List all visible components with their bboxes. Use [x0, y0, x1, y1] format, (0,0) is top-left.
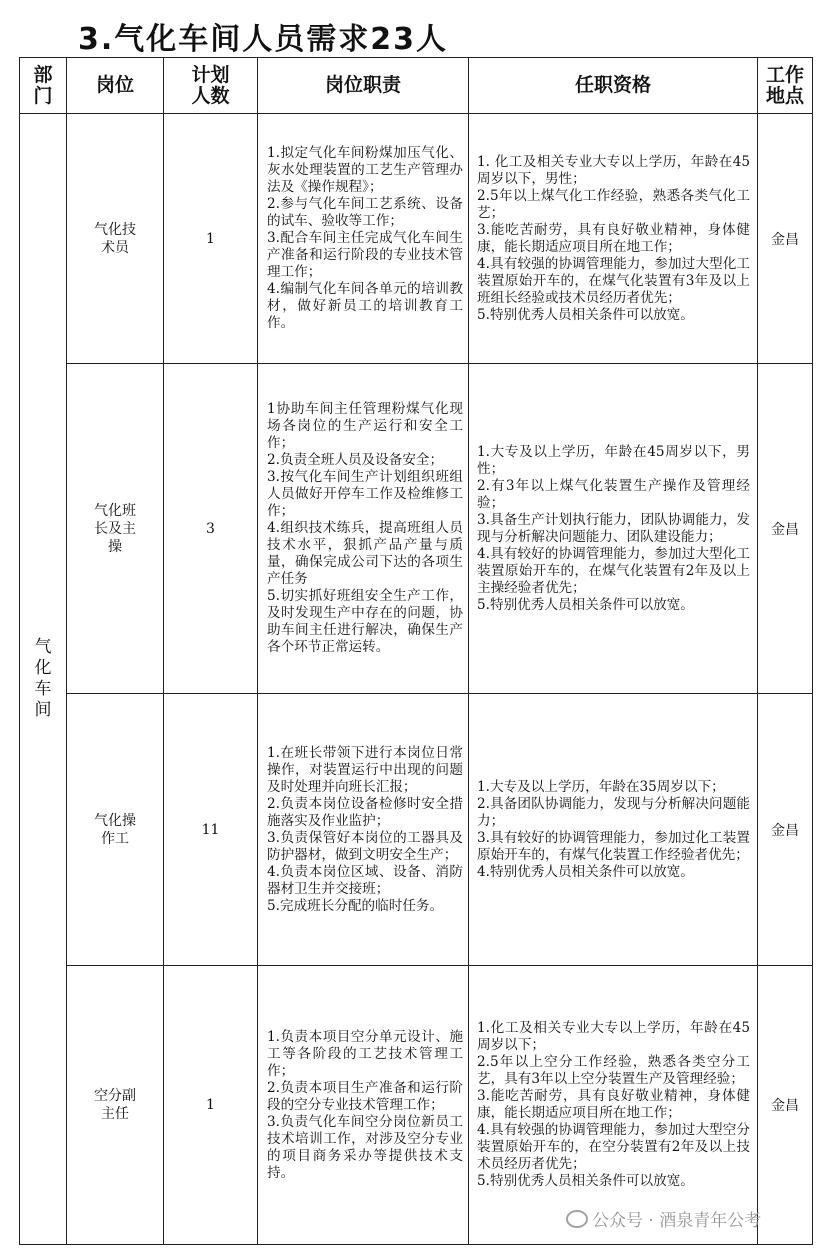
qualifications-cell — [469, 114, 758, 364]
table-row — [20, 966, 813, 1245]
count-cell: 11 — [164, 694, 258, 966]
qualification-item: 3.具备生产计划执行能力，团队协调能力，发现与分析解决问题能力、团队建设能力； — [477, 511, 750, 545]
watermark-text: 公众号 · 酒泉青年公考 — [592, 1211, 762, 1231]
position-cell: 气化操作工 — [67, 694, 164, 966]
table-header-row — [20, 58, 813, 114]
count-cell: 1 — [164, 966, 258, 1245]
duty-item: 4.编制气化车间各单元的培训教材，做好新员工的培训教育工作。 — [267, 281, 463, 331]
qualification-item: 5.特别优秀人员相关条件可以放宽。 — [477, 306, 694, 323]
duty-item: 4.组织技术练兵，提高班组人员技术水平，狠抓产品产量与质量，确保完成公司下达的各项生产任务 — [267, 520, 463, 587]
duty-item: 3.配合车间主任完成气化车间生产准备和运行阶段的专业技术管理工作； — [267, 230, 463, 280]
duty-item: 1.负责本项目空分单元设计、施工等各阶段的工艺技术管理工作； — [267, 1028, 463, 1079]
header-location: 工作地点 — [758, 58, 813, 114]
duty-item: 3.按气化车间生产计划组织班组人员做好开停车工作及检维修工作； — [267, 469, 463, 519]
count-cell: 1 — [164, 114, 258, 364]
duty-item: 5.完成班长分配的临时任务。 — [267, 897, 444, 914]
qualification-item: 4.具有较好的协调管理能力，参加过大型化工装置原始开车的，在煤气化装置有2年及以上主操经验者优先； — [477, 545, 750, 596]
location-cell: 金昌 — [758, 694, 813, 966]
qualification-item: 5.特别优秀人员相关条件可以放宽。 — [477, 1173, 694, 1189]
duty-item: 4.负责本岗位区域、设备、消防器材卫生并交接班； — [267, 863, 463, 897]
header-qualifications: 任职资格 — [469, 58, 758, 114]
location-cell: 金昌 — [758, 966, 813, 1245]
qualifications-cell — [469, 364, 758, 694]
header-position: 岗位 — [67, 58, 164, 114]
qualification-item: 4.具有较强的协调管理能力，参加过大型化工装置原始开车的，在煤气化装置有3年及以上班组长经验或技术员经历者优先； — [477, 255, 750, 306]
duty-item: 1.拟定气化车间粉煤加压气化、灰水处理装置的工艺生产管理办法及《操作规程》； — [267, 145, 463, 195]
qualification-item: 3.能吃苦耐劳，具有良好敬业精神，身体健康，能长期适应项目所在地工作； — [477, 1088, 750, 1121]
qualification-item: 2.5年以上空分工作经验，熟悉各类空分工艺，具有3年以上空分装置生产及管理经验； — [477, 1054, 750, 1087]
table-row — [20, 694, 813, 966]
page-title: 3.气化车间人员需求23人 — [78, 22, 449, 57]
position-cell: 空分副主任 — [67, 966, 164, 1245]
table-row — [20, 114, 813, 364]
count-cell: 3 — [164, 364, 258, 694]
duties-cell — [258, 114, 469, 364]
duty-item: 2.负责全班人员及设备安全； — [267, 452, 444, 468]
department-cell: 气化车间 — [20, 114, 67, 1245]
duty-item: 3.负责保管好本岗位的工器具及防护器材，做到文明安全生产； — [267, 829, 463, 863]
watermark — [566, 1206, 761, 1231]
qualification-item: 3.能吃苦耐劳，具有良好敬业精神，身体健康，能长期适应项目所在地工作； — [477, 221, 750, 255]
position-cell: 气化技术员 — [67, 114, 164, 364]
duty-item: 5.切实抓好班组安全生产工作，及时发现生产中存在的问题，协助车间主任进行解决，确保生产各个环节正常运转。 — [267, 588, 463, 655]
job-requirements-table — [19, 57, 813, 1245]
qualification-item: 4.具有较强的协调管理能力，参加过大型空分装置原始开车的，在空分装置有2年及以上技术员经历者优先； — [477, 1122, 750, 1172]
duties-cell — [258, 364, 469, 694]
qualification-item: 1. 化工及相关专业大专以上学历，年龄在45周岁以下，男性； — [477, 153, 750, 187]
qualification-item: 2.5年以上煤气化工作经验，熟悉各类气化工艺； — [477, 187, 750, 221]
header-duties: 岗位职责 — [258, 58, 469, 114]
duty-item: 2.负责本岗位设备检修时安全措施落实及作业监护； — [267, 795, 463, 829]
position-cell: 气化班长及主操 — [67, 364, 164, 694]
duty-item: 3.负责气化车间空分岗位新员工技术培训工作，对涉及空分专业的项目商务采办等提供技术支持。 — [267, 1113, 463, 1181]
header-count: 计划人数 — [164, 58, 258, 114]
table-row — [20, 364, 813, 694]
qualification-item: 3.具有较好的协调管理能力，参加过化工装置原始开车的，有煤气化装置工作经验者优先； — [477, 829, 750, 863]
qualifications-cell — [469, 694, 758, 966]
qualification-item: 1.大专及以上学历，年龄在35周岁以下； — [477, 778, 725, 795]
duty-item: 1.在班长带领下进行本岗位日常操作，对装置运行中出现的问题及时处理并向班长汇报； — [267, 744, 463, 795]
qualification-item: 1.大专及以上学历，年龄在45周岁以下，男性； — [477, 443, 750, 477]
qualification-item: 2.有3年以上煤气化装置生产操作及管理经验； — [477, 477, 750, 511]
duty-item: 2.参与气化车间工艺系统、设备的试车、验收等工作； — [267, 196, 463, 229]
location-cell: 金昌 — [758, 364, 813, 694]
qualification-item: 2.具备团队协调能力，发现与分析解决问题能力； — [477, 795, 750, 829]
header-dept: 部门 — [20, 58, 67, 114]
qualification-item: 5.特别优秀人员相关条件可以放宽。 — [477, 596, 694, 613]
location-cell: 金昌 — [758, 114, 813, 364]
qualifications-cell — [469, 966, 758, 1245]
duty-item: 1协助车间主任管理粉煤气化现场各岗位的生产运行和安全工作； — [267, 401, 463, 451]
qualification-item: 4.特别优秀人员相关条件可以放宽。 — [477, 863, 694, 880]
duties-cell — [258, 694, 469, 966]
duty-item: 2.负责本项目生产准备和运行阶段的空分专业技术管理工作； — [267, 1079, 463, 1113]
duties-cell — [258, 966, 469, 1245]
qualification-item: 1.化工及相关专业大专以上学历，年龄在45周岁以下； — [477, 1020, 750, 1053]
wechat-icon — [566, 1210, 588, 1228]
